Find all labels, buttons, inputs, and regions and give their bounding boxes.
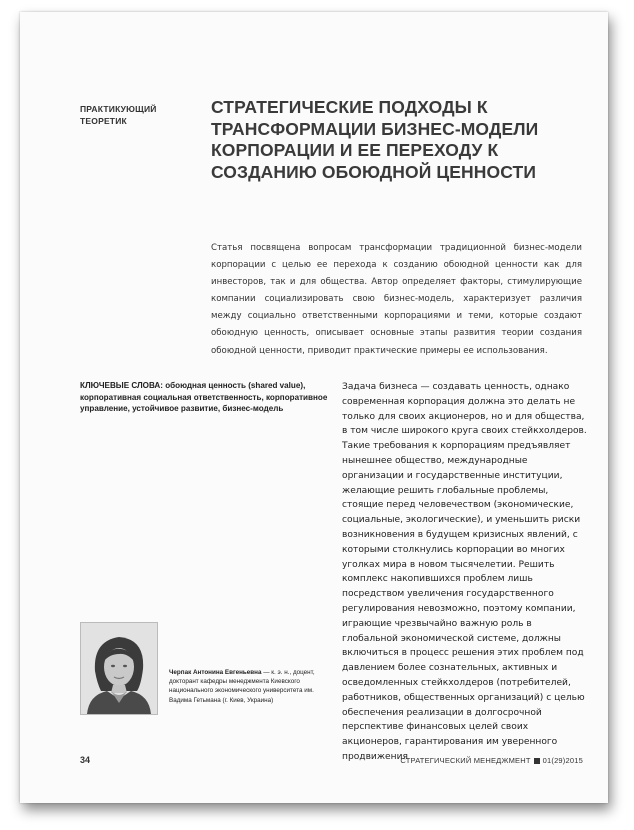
author-info [169, 668, 337, 705]
author-photo [80, 622, 158, 715]
section-rubric: ПРАКТИКУЮЩИЙ ТЕОРЕТИК [80, 104, 157, 126]
keywords-block [80, 380, 330, 415]
author-portrait-icon [81, 623, 157, 714]
article-body: Задача бизнеса — создавать ценность, однако современная корпорация должна это делать не только для своих акционеров, но и для общества, в том числе широкого круга своих стейкхолдеров. Такие требования к корпорациям предъявляет нынешнее общество, международные организации и государственные институции, желающие решить глобальные проблемы, стоящие перед человечеством (экономические, социальные, экологические), и уменьшить риски возникновения в будущем кризисных явлений, с которыми столкнулись корпорации во многих уголках мира в новом тысячелетии. Решить комплекс накопившихся проблем лишь посредством увеличения государственного регулирования невозможно, поэтому компании, играющие чрезвычайно важную роль в глобальной экономической системе, должны включиться в процесс решения этих проблем под давлением более сознательных, активных и осведомленных стейкхолдеров (потребителей, работников, общественных организаций) с целью обеспечения реализации в долгосрочной перспективе финансовых целей своих акционеров, гарантирования им уверенного продвижения [342, 382, 587, 762]
page-number: 34 [80, 755, 91, 765]
article-abstract: Статья посвящена вопросам трансформации традиционной бизнес-модели корпорации с целью ее перехода к созданию обоюдной ценности как для инвесторов, так и для общества. Автор определяет факторы, стимулирующие компании социализировать свою бизнес-модель, характеризует различия между социально ответственными корпорациями и теми, которые создают обоюдную ценность, описывает основные этапы развития теории создания обоюдной ценности, приводит практические примеры ее использования. [211, 243, 582, 356]
journal-name: СТРАТЕГИЧЕСКИЙ МЕНЕДЖМЕНТ [400, 756, 531, 765]
article-title: СТРАТЕГИЧЕСКИЕ ПОДХОДЫ К ТРАНСФОРМАЦИИ БИЗНЕС-МОДЕЛИ КОРПОРАЦИИ И ЕЕ ПЕРЕХОДУ К СОЗДАНИЮ ОБОЮДНОЙ ЦЕННОСТИ [211, 97, 539, 182]
journal-page [20, 12, 608, 803]
author-name: Черпак Антонина Евгеньевна [169, 669, 262, 676]
separator-square-icon [534, 758, 540, 764]
journal-issue: 01(29)2015 [542, 756, 583, 765]
keywords-label: КЛЮЧЕВЫЕ СЛОВА: [80, 381, 163, 390]
journal-footer [400, 756, 583, 765]
author-credentials: — к. э. н., доцент, докторант кафедры менеджмента Киевского национального экономического университета им. Вадима Гетьмана (г. Киев, Украина) [169, 669, 315, 704]
keywords-text: обоюдная ценность (shared value), корпоративная социальная ответственность, корпоративное управление, устойчивое развитие, бизнес-модель [80, 381, 328, 413]
